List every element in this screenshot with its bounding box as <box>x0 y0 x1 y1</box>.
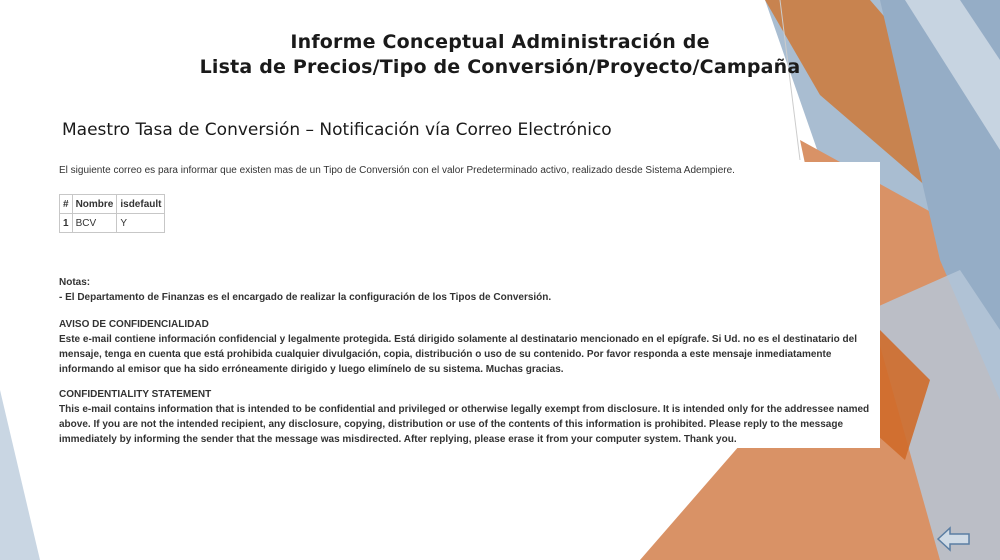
arrow-left-icon <box>936 525 972 553</box>
notes-heading: Notas: <box>59 277 91 288</box>
slide-title-line1: Informe Conceptual Administración de <box>290 31 710 53</box>
aviso-section <box>59 317 874 377</box>
table-header: # <box>60 195 73 214</box>
notes-text: - El Departamento de Finanzas es el encargado de realizar la configuración de los Tipos de Conversión. <box>59 292 552 303</box>
slide-title-line2: Lista de Precios/Tipo de Conversión/Proyecto/Campaña <box>199 56 801 78</box>
slide-subtitle: Maestro Tasa de Conversión – Notificación vía Correo Electrónico <box>62 120 612 140</box>
table-header: Nombre <box>72 195 117 214</box>
table-cell: Y <box>117 214 165 233</box>
confidentiality-text: This e-mail contains information that is intended to be confidential and privileged or otherwise legally exempt from disclosure. It is intended only for the addressee named above. If you are not the intended recipient, any disclosure, copying, distribution or use of the contents of this information is prohibited. Please reply to the message immediately by informing the sender that the message was misdirected. After replying, please erase it from your computer system. Thank you. <box>59 404 870 445</box>
aviso-text: Este e-mail contiene información confidencial y legalmente protegida. Está dirigido solamente al destinatario mencionado en el epígrafe. Si Ud. no es el destinatario del mensaje, tenga en cuenta que está prohibida cualquier divulgación, copia, distribución o uso de su contenido. Por favor responda a este mensaje inmediatamente informando al emisor que ha sido erróneamente dirigido y luego elimínelo de su sistema. Muchas gracias. <box>59 334 857 375</box>
table-cell: BCV <box>72 214 117 233</box>
email-screenshot <box>55 162 880 448</box>
back-button[interactable] <box>936 525 972 553</box>
table-cell: 1 <box>60 214 73 233</box>
table-row <box>60 214 165 233</box>
left-blue-shape <box>0 390 40 560</box>
confidentiality-heading: CONFIDENTIALITY STATEMENT <box>59 389 212 400</box>
conversion-table <box>59 194 165 233</box>
notes-section <box>59 275 874 305</box>
table-header-row <box>60 195 165 214</box>
confidentiality-section <box>59 387 874 447</box>
aviso-heading: AVISO DE CONFIDENCIALIDAD <box>59 319 209 330</box>
table-header: isdefault <box>117 195 165 214</box>
email-intro: El siguiente correo es para informar que existen mas de un Tipo de Conversión con el valor Predeterminado activo, realizado desde Sistema Adempiere. <box>59 165 735 176</box>
